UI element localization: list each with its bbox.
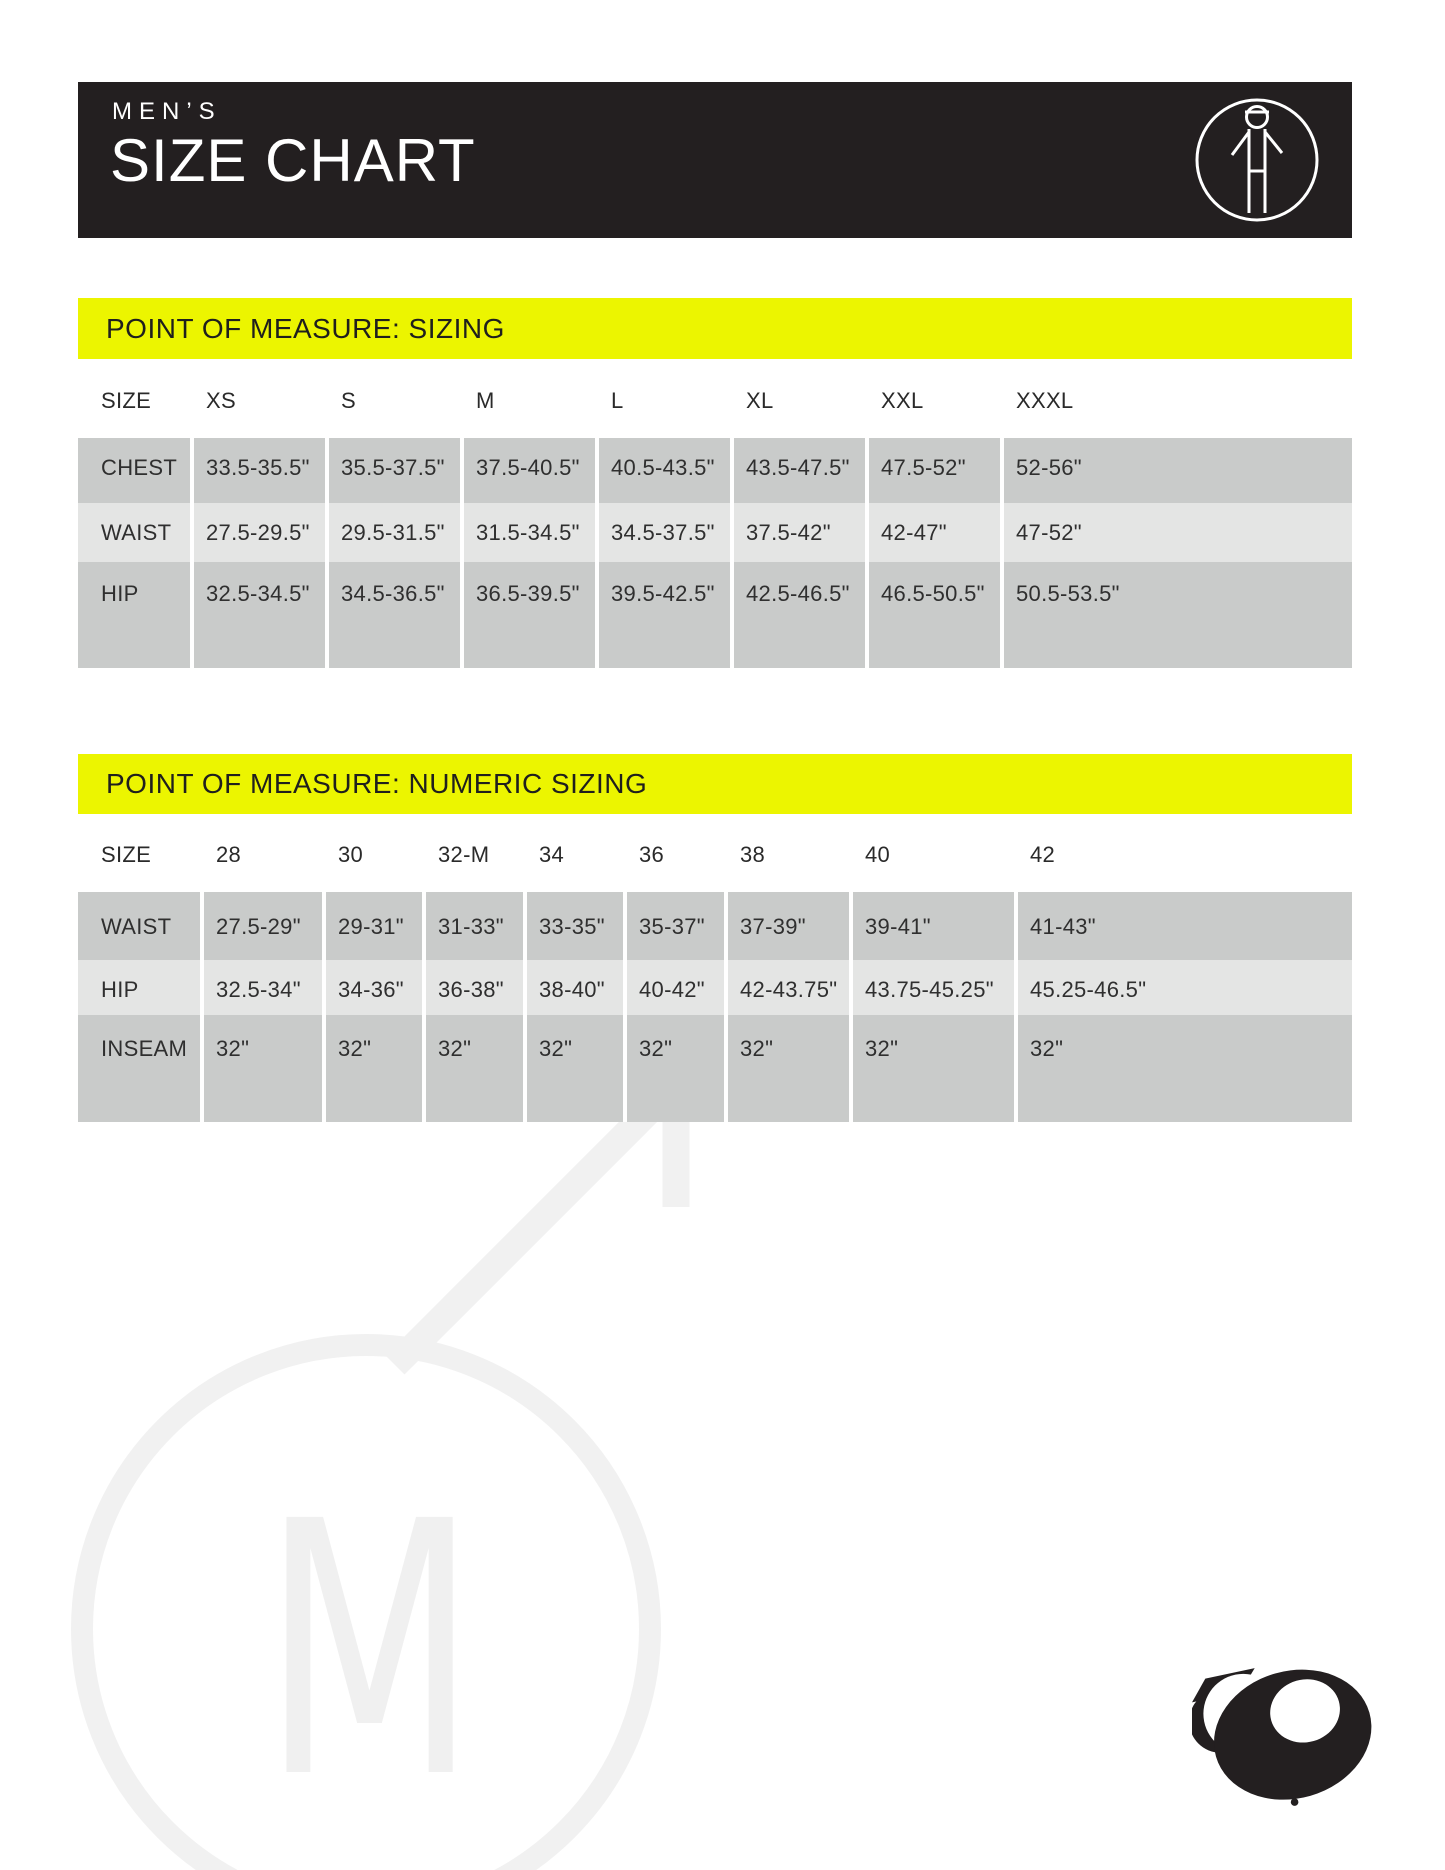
table-row — [78, 503, 1352, 562]
person-in-circle-icon — [1192, 95, 1322, 225]
size-value-cell: 36.5-39.5" — [464, 562, 599, 668]
size-value-cell: 32" — [204, 1015, 326, 1122]
size-value-cell: 27.5-29" — [204, 892, 326, 960]
size-value-cell: 32" — [426, 1015, 527, 1122]
size-value-cell: 42.5-46.5" — [734, 562, 869, 668]
column-header-cell: SIZE — [78, 814, 204, 892]
table-row — [78, 892, 1352, 960]
size-value-cell: 37.5-40.5" — [464, 438, 599, 503]
column-header-cell: SIZE — [78, 359, 194, 438]
size-value-cell: 32" — [627, 1015, 728, 1122]
size-value-cell: 32.5-34.5" — [194, 562, 329, 668]
size-value-cell: 42-43.75" — [728, 960, 853, 1015]
column-header-cell: M — [464, 359, 599, 438]
column-header-cell: XL — [734, 359, 869, 438]
banner-numeric-sizing — [78, 754, 1352, 814]
size-value-cell: 35.5-37.5" — [329, 438, 464, 503]
size-value-cell: 32" — [853, 1015, 1018, 1122]
size-value-cell: 37-39" — [728, 892, 853, 960]
size-value-cell: 43.75-45.25" — [853, 960, 1018, 1015]
size-value-cell: 27.5-29.5" — [194, 503, 329, 562]
size-value-cell: 47.5-52" — [869, 438, 1004, 503]
size-value-cell: 41-43" — [1018, 892, 1352, 960]
column-header-cell: XXL — [869, 359, 1004, 438]
size-value-cell: 40-42" — [627, 960, 728, 1015]
size-value-cell: 31.5-34.5" — [464, 503, 599, 562]
table-row — [78, 562, 1352, 668]
size-value-cell: 46.5-50.5" — [869, 562, 1004, 668]
column-header-row — [78, 359, 1352, 438]
column-header-row — [78, 814, 1352, 892]
column-header-cell: 38 — [728, 814, 853, 892]
size-value-cell: 33-35" — [527, 892, 627, 960]
column-header-cell: 40 — [853, 814, 1018, 892]
pearl-izumi-logo-mark — [1192, 1660, 1382, 1815]
size-value-cell: 29.5-31.5" — [329, 503, 464, 562]
size-value-cell: 42-47" — [869, 503, 1004, 562]
banner-sizing — [78, 298, 1352, 359]
size-value-cell: 38-40" — [527, 960, 627, 1015]
size-value-cell: 45.25-46.5" — [1018, 960, 1352, 1015]
male-symbol-arrow-shaft — [395, 1095, 665, 1365]
size-value-cell: 52-56" — [1004, 438, 1352, 503]
size-value-cell: 47-52" — [1004, 503, 1352, 562]
column-header-cell: XS — [194, 359, 329, 438]
row-label-cell: WAIST — [78, 503, 194, 562]
page-title: SIZE CHART — [110, 127, 476, 194]
header-bar — [78, 82, 1352, 238]
size-value-cell: 32.5-34" — [204, 960, 326, 1015]
size-value-cell: 32" — [1018, 1015, 1352, 1122]
column-header-cell: 42 — [1018, 814, 1352, 892]
size-value-cell: 50.5-53.5" — [1004, 562, 1352, 668]
size-value-cell: 32" — [527, 1015, 627, 1122]
size-value-cell: 34-36" — [326, 960, 426, 1015]
banner-numeric-sizing-label: POINT OF MEASURE: NUMERIC SIZING — [106, 768, 648, 799]
table-row — [78, 1015, 1352, 1122]
size-value-cell: 43.5-47.5" — [734, 438, 869, 503]
column-header-cell: S — [329, 359, 464, 438]
size-value-cell: 33.5-35.5" — [194, 438, 329, 503]
column-header-cell: 32-M — [426, 814, 527, 892]
numeric-sizing-table — [78, 814, 1352, 1122]
row-label-cell: INSEAM — [78, 1015, 204, 1122]
size-value-cell: 36-38" — [426, 960, 527, 1015]
size-value-cell: 37.5-42" — [734, 503, 869, 562]
table-row — [78, 438, 1352, 503]
banner-sizing-label: POINT OF MEASURE: SIZING — [106, 312, 505, 344]
size-value-cell: 35-37" — [627, 892, 728, 960]
table-row — [78, 960, 1352, 1015]
size-value-cell: 34.5-37.5" — [599, 503, 734, 562]
row-label-cell: CHEST — [78, 438, 194, 503]
row-label-cell: HIP — [78, 960, 204, 1015]
row-label-cell: WAIST — [78, 892, 204, 960]
header-eyebrow: MEN’S — [112, 98, 222, 125]
pearl-izumi-logo — [1192, 1660, 1382, 1815]
size-value-cell: 32" — [728, 1015, 853, 1122]
size-value-cell: 40.5-43.5" — [599, 438, 734, 503]
size-value-cell: 29-31" — [326, 892, 426, 960]
size-value-cell: 39.5-42.5" — [599, 562, 734, 668]
row-label-cell: HIP — [78, 562, 194, 668]
size-value-cell: 32" — [326, 1015, 426, 1122]
column-header-cell: 30 — [326, 814, 426, 892]
column-header-cell: 34 — [527, 814, 627, 892]
male-symbol-circle — [82, 1345, 650, 1870]
column-header-cell: XXXL — [1004, 359, 1352, 438]
column-header-cell: 36 — [627, 814, 728, 892]
watermark-letter: M — [262, 1447, 477, 1855]
sizing-table — [78, 359, 1352, 668]
size-value-cell: 31-33" — [426, 892, 527, 960]
column-header-cell: L — [599, 359, 734, 438]
size-value-cell: 39-41" — [853, 892, 1018, 960]
size-value-cell: 34.5-36.5" — [329, 562, 464, 668]
column-header-cell: 28 — [204, 814, 326, 892]
